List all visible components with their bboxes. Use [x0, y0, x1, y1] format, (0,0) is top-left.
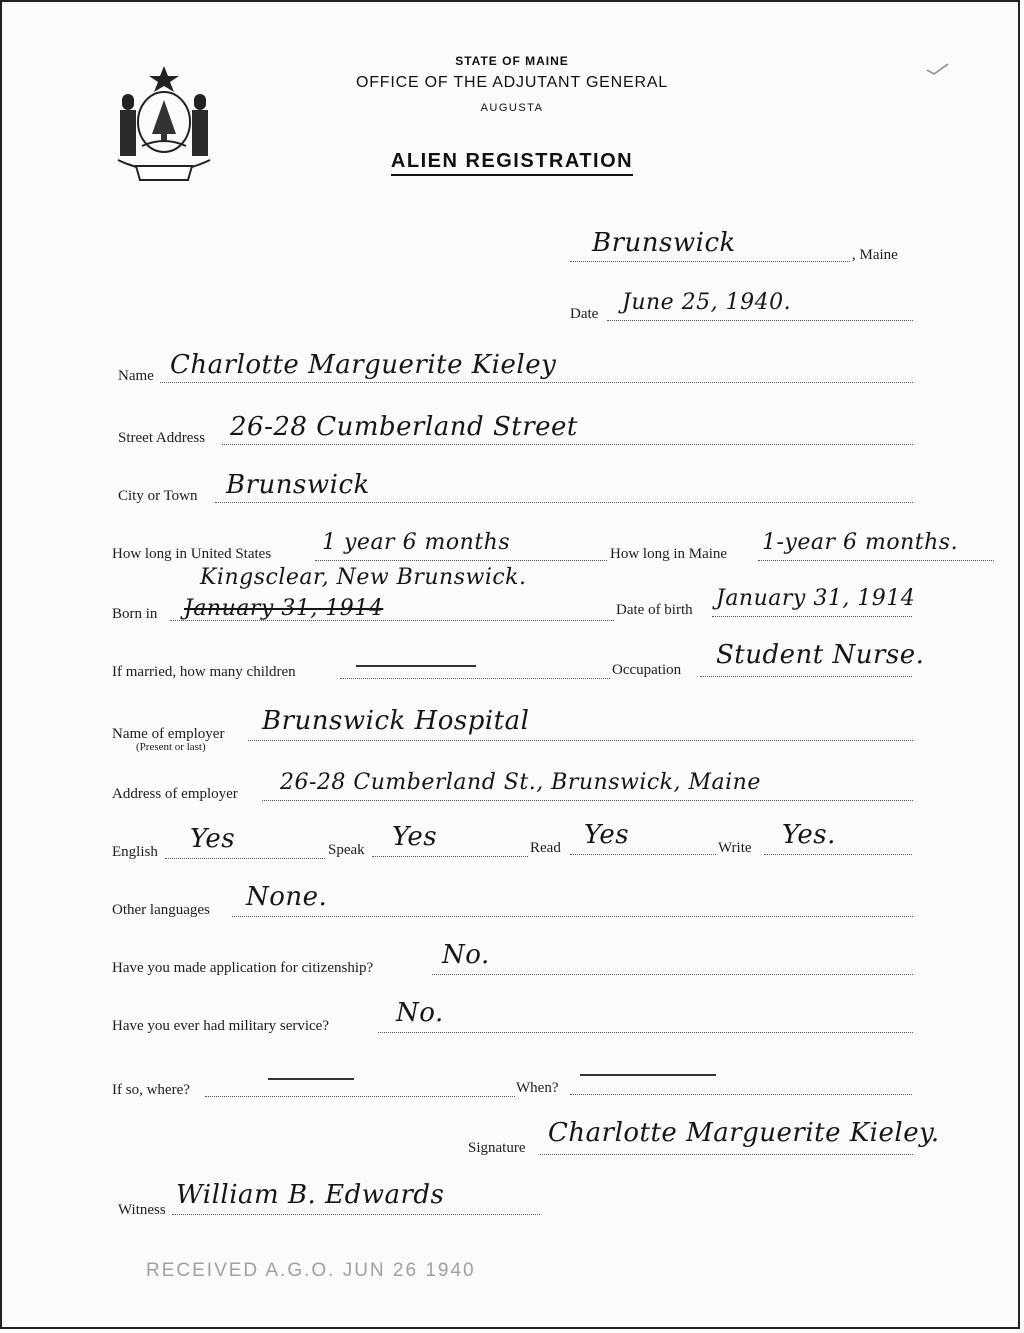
location-value: Brunswick [592, 228, 736, 258]
city-town-value: Brunswick [226, 470, 370, 500]
date-of-birth-label: Date of birth [616, 602, 693, 618]
how-long-maine-label: How long in Maine [610, 546, 728, 562]
name-label: Name [118, 368, 154, 384]
when-label: When? [516, 1080, 559, 1096]
street-address-label: Street Address [118, 430, 206, 446]
occupation-line [700, 676, 912, 677]
name-value: Charlotte Marguerite Kieley [170, 350, 557, 380]
date-of-birth-line [712, 616, 912, 617]
other-languages-line [232, 916, 913, 917]
write-line [764, 854, 912, 855]
military-value: No. [396, 998, 444, 1028]
signature-value: Charlotte Marguerite Kieley. [548, 1118, 940, 1148]
if-so-where-label: If so, where? [112, 1082, 190, 1098]
date-line [607, 320, 913, 321]
employer-line [248, 740, 913, 741]
children-label: If married, how many children [112, 664, 296, 680]
english-line [165, 858, 325, 859]
street-address-value: 26-28 Cumberland Street [230, 412, 578, 442]
speak-line [372, 856, 528, 857]
other-languages-value: None. [246, 882, 328, 912]
english-value: Yes [190, 824, 236, 854]
how-long-maine-line [758, 560, 994, 561]
signature-line [540, 1154, 913, 1155]
city-heading: AUGUSTA [480, 102, 544, 114]
name-line [160, 382, 913, 383]
received-stamp: RECEIVED A.G.O. JUN 26 1940 [146, 1260, 476, 1281]
employer-address-value: 26-28 Cumberland St., Brunswick, Maine [280, 770, 761, 795]
when-dash [580, 1074, 716, 1076]
read-label: Read [530, 840, 561, 856]
employer-label: Name of employer [112, 726, 225, 742]
employer-sub-label: (Present or last) [136, 741, 206, 753]
how-long-maine-value: 1-year 6 months. [762, 530, 959, 555]
office-heading: OFFICE OF THE ADJUTANT GENERAL [355, 74, 669, 91]
state-heading: STATE OF MAINE [455, 54, 569, 68]
employer-address-label: Address of employer [112, 786, 238, 802]
date-of-birth-value: January 31, 1914 [716, 586, 916, 611]
if-so-where-dash [268, 1078, 354, 1080]
if-so-where-line [205, 1096, 515, 1097]
how-long-us-line [315, 560, 607, 561]
employer-address-line [262, 800, 913, 801]
how-long-us-label: How long in United States [112, 546, 272, 562]
date-label: Date [570, 306, 599, 322]
children-line [340, 678, 610, 679]
citizenship-label: Have you made application for citizenship? [112, 960, 374, 976]
witness-line [172, 1214, 540, 1215]
born-in-struck-value: January 31, 1914 [184, 596, 384, 621]
city-town-line [215, 502, 913, 503]
read-value: Yes [584, 820, 630, 850]
military-label: Have you ever had military service? [112, 1018, 329, 1034]
location-line [570, 261, 850, 262]
citizenship-value: No. [442, 940, 490, 970]
city-town-label: City or Town [118, 488, 198, 504]
when-line [570, 1094, 912, 1095]
born-in-label: Born in [112, 606, 158, 622]
military-line [378, 1032, 913, 1033]
witness-value: William B. Edwards [176, 1180, 445, 1210]
witness-label: Witness [118, 1202, 166, 1218]
occupation-label: Occupation [612, 662, 682, 678]
form-title: ALIEN REGISTRATION [0, 150, 1024, 173]
write-value: Yes. [782, 820, 836, 850]
state-suffix-label: , Maine [852, 247, 898, 263]
speak-value: Yes [392, 822, 438, 852]
signature-label: Signature [468, 1140, 526, 1156]
check-mark-icon [926, 62, 950, 76]
citizenship-line [432, 974, 913, 975]
speak-label: Speak [328, 842, 365, 858]
date-value: June 25, 1940. [622, 290, 792, 315]
how-long-us-value: 1 year 6 months [322, 530, 511, 555]
born-in-value: Kingsclear, New Brunswick. [200, 565, 527, 590]
street-address-line [222, 444, 913, 445]
read-line [570, 854, 716, 855]
english-label: English [112, 844, 158, 860]
children-dash [356, 665, 476, 667]
other-languages-label: Other languages [112, 902, 210, 918]
employer-value: Brunswick Hospital [262, 706, 530, 736]
write-label: Write [718, 840, 752, 856]
occupation-value: Student Nurse. [716, 640, 925, 670]
